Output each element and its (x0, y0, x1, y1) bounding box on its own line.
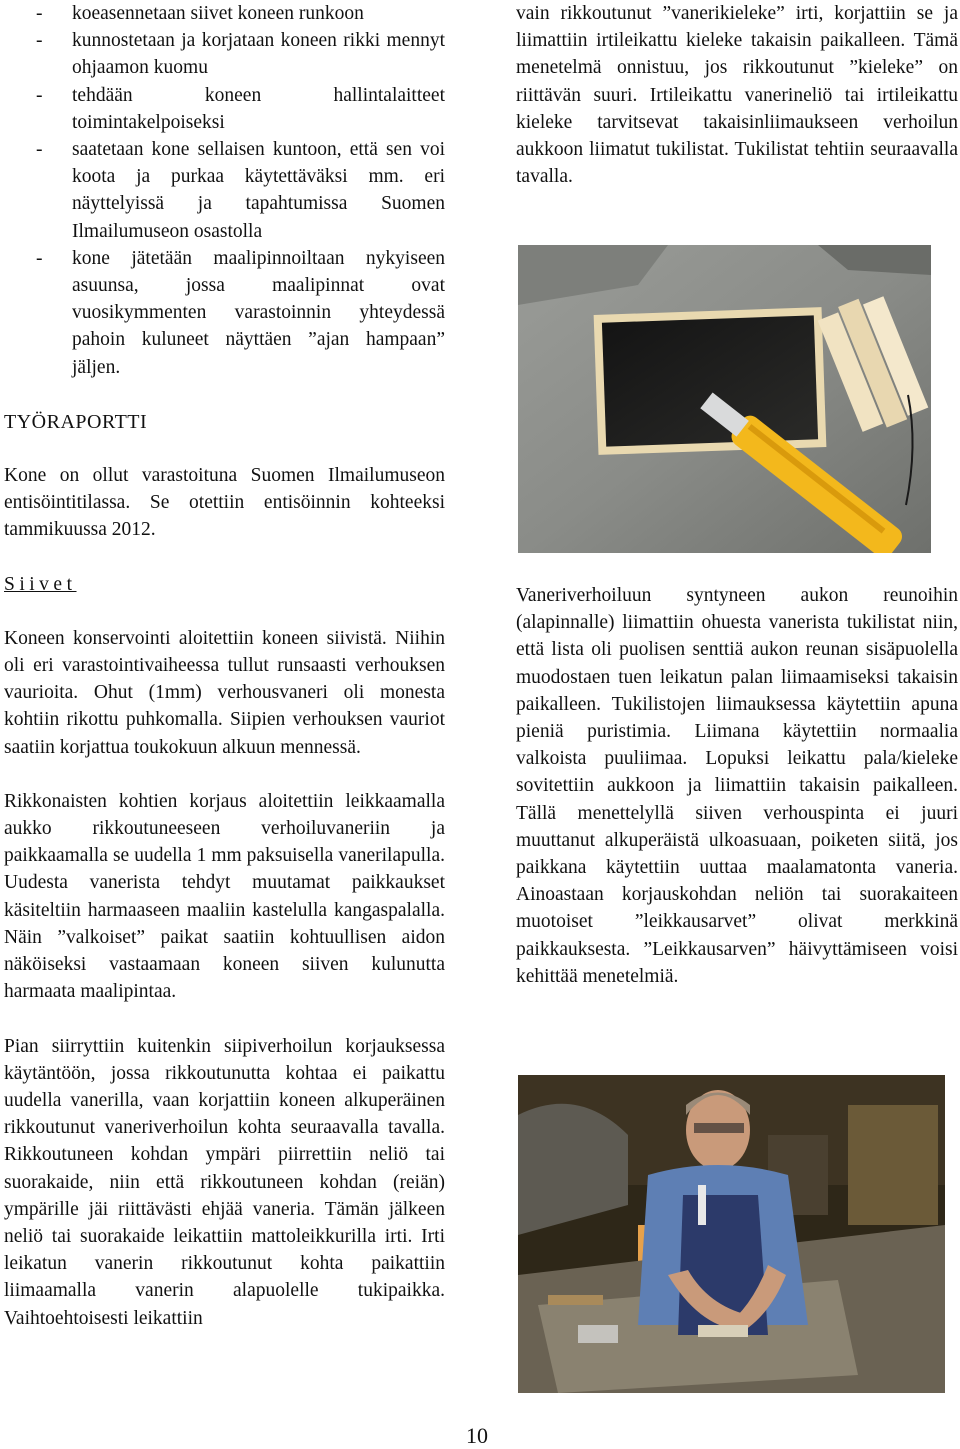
list-item-text: kunnostetaan ja korjataan koneen rikki mennyt ohjaamon kuomu (72, 30, 445, 79)
right-column-top (516, 0, 958, 190)
section-heading: TYÖRAPORTTI (4, 410, 148, 433)
photo-workshop-man (518, 1075, 945, 1393)
left-column (4, 0, 445, 1332)
support-strips-paragraph: Vaneriverhoiluun syntyneen aukon reunoihin (alapinnalle) liimattiin ohuesta vanerista tukilistat niin, että lista oli puolisen senttiä aukon reunan sisäpuolella muodostaen tuen leikatun palan liimaamiseksi takaisin paikalleen. Tukilistojen liimauksessa käytettiin apuna pieniä puristimia. Liimana käytettiin normaalia valkoista puuliimaa. Lopuksi leikattu pala/kieleke sovitettiin aukkoon ja liimattiin takaisin paikalleen. Tällä menettelyllä siiven verhouspinta ei juuri muuttanut alkuperäistä ulkoasuaan, poiketen siitä, jos paikkana käytettiin uuttaa maalamatonta vaneria. Ainoastaan korjauskohdan neliön tai suorakaiteen muotoiset ”leikkausarvet” olivat merkkinä paikkauksesta. ”Leikkausarven” häivyttämiseen voisi kehittää menetelmiä. (516, 585, 958, 987)
list-item (4, 27, 445, 81)
dash-bullet: - (36, 3, 43, 24)
list-item-text: kone jätetään maalipinnoiltaan nykyiseen asuunsa, jossa maalipinnat ovat vuosikymmenten varastoinnin yhteydessä pahoin kuluneet näyttäen ”ajan hampaan” jäljen. (72, 247, 445, 378)
report-paragraph: Kone on ollut varastoituna Suomen Ilmailumuseon entisöintitilassa. Se otettiin entisöinnin kohteeksi tammikuussa 2012. (4, 465, 445, 541)
list-item-text: koeasennetaan siivet koneen runkoon (72, 3, 364, 24)
photo-workshop-man-image (518, 1075, 945, 1393)
list-item-text: saatetaan kone sellaisen kuntoon, että sen voi koota ja purkaa käytettäväksi mm. eri näyttelyissä ja tapahtumissa Suomen Ilmailumuseon osastolla (72, 139, 445, 242)
task-list (4, 0, 445, 381)
subsection-heading: Siivet (4, 573, 77, 595)
list-item (4, 0, 445, 27)
list-item (4, 245, 445, 381)
wings-paragraph-3: Pian siirryttiin kuitenkin siipiverhoilun korjauksessa käytäntöön, jossa rikkoutunutta kohtaa ei paikattu uudella vanerilla, vaan korjattiin koneen alkuperäinen rikkoutunut vaneriverhoilun kohta seuraavalla tavalla. Rikkoutuneen kohdan ympäri piirrettiin neliö tai suorakaide, niin että rikkoutuneen kohdan (reiän) ympärille jäi riittävästi ehjää vaneria. Tämän jälkeen neliö tai suorakaide leikattiin mattoleikkurilla irti. Irti leikatun vanerin rikkoutunut kohta paikattiin liimaamalla vanerin alapuolelle tukipaikka. Vaihtoehtoisesti leikattiin (4, 1035, 445, 1329)
photo-plywood-cutout-image (518, 245, 931, 553)
dash-bullet: - (36, 84, 43, 106)
dash-bullet: - (36, 247, 43, 269)
photo-plywood-cutout (518, 245, 931, 553)
wings-paragraph-2: Rikkonaisten kohtien korjaus aloitettiin leikkaamalla aukko rikkoutuneeseen verhoiluvaneriin ja paikkaamalla se uudella 1 mm paksuisella vanerilapulla. Uudesta vanerista tehdyt muutamat paikkaukset käsiteltiin harmaaseen maaliin kastelulla kangaspalalla. Näin ”valkoiset” paikat saatiin kohtuullisen aidon näköiseksi vastaamaan koneen siiven kulunutta harmaata maalipintaa. (4, 790, 445, 1003)
dash-bullet: - (36, 139, 43, 161)
list-item (4, 82, 445, 136)
list-item (4, 136, 445, 245)
page-number: 10 (466, 1423, 488, 1448)
right-column-middle (516, 582, 958, 990)
list-item-text: tehdään koneen hallintalaitteet toimintakelpoiseksi (72, 84, 445, 133)
method-paragraph: vain rikkoutunut ”vanerikieleke” irti, korjattiin se ja liimattiin irtileikattu kieleke takaisin paikalleen. Tämä menetelmä onnistuu, jos rikkoutunut ”kieleke” on riittävän suuri. Irtileikattu vanerineliö tai irtileikattu kieleke tarvitsevat takaisinliimaukseen verhoilun aukkoon liimatut tukilistat. Tukilistat tehtiin seuraavalla tavalla. (516, 3, 958, 188)
dash-bullet: - (36, 30, 43, 52)
wings-paragraph-1: Koneen konservointi aloitettiin koneen siivistä. Niihin oli eri varastointivaiheessa tullut runsaasti verhouksen vaurioita. Ohut (1mm) verhousvaneri oli monesta kohtiin rikottu puhkomalla. Siipien verhouksen vauriot saatiin korjattua toukokuun alkuun mennessä. (4, 627, 445, 758)
